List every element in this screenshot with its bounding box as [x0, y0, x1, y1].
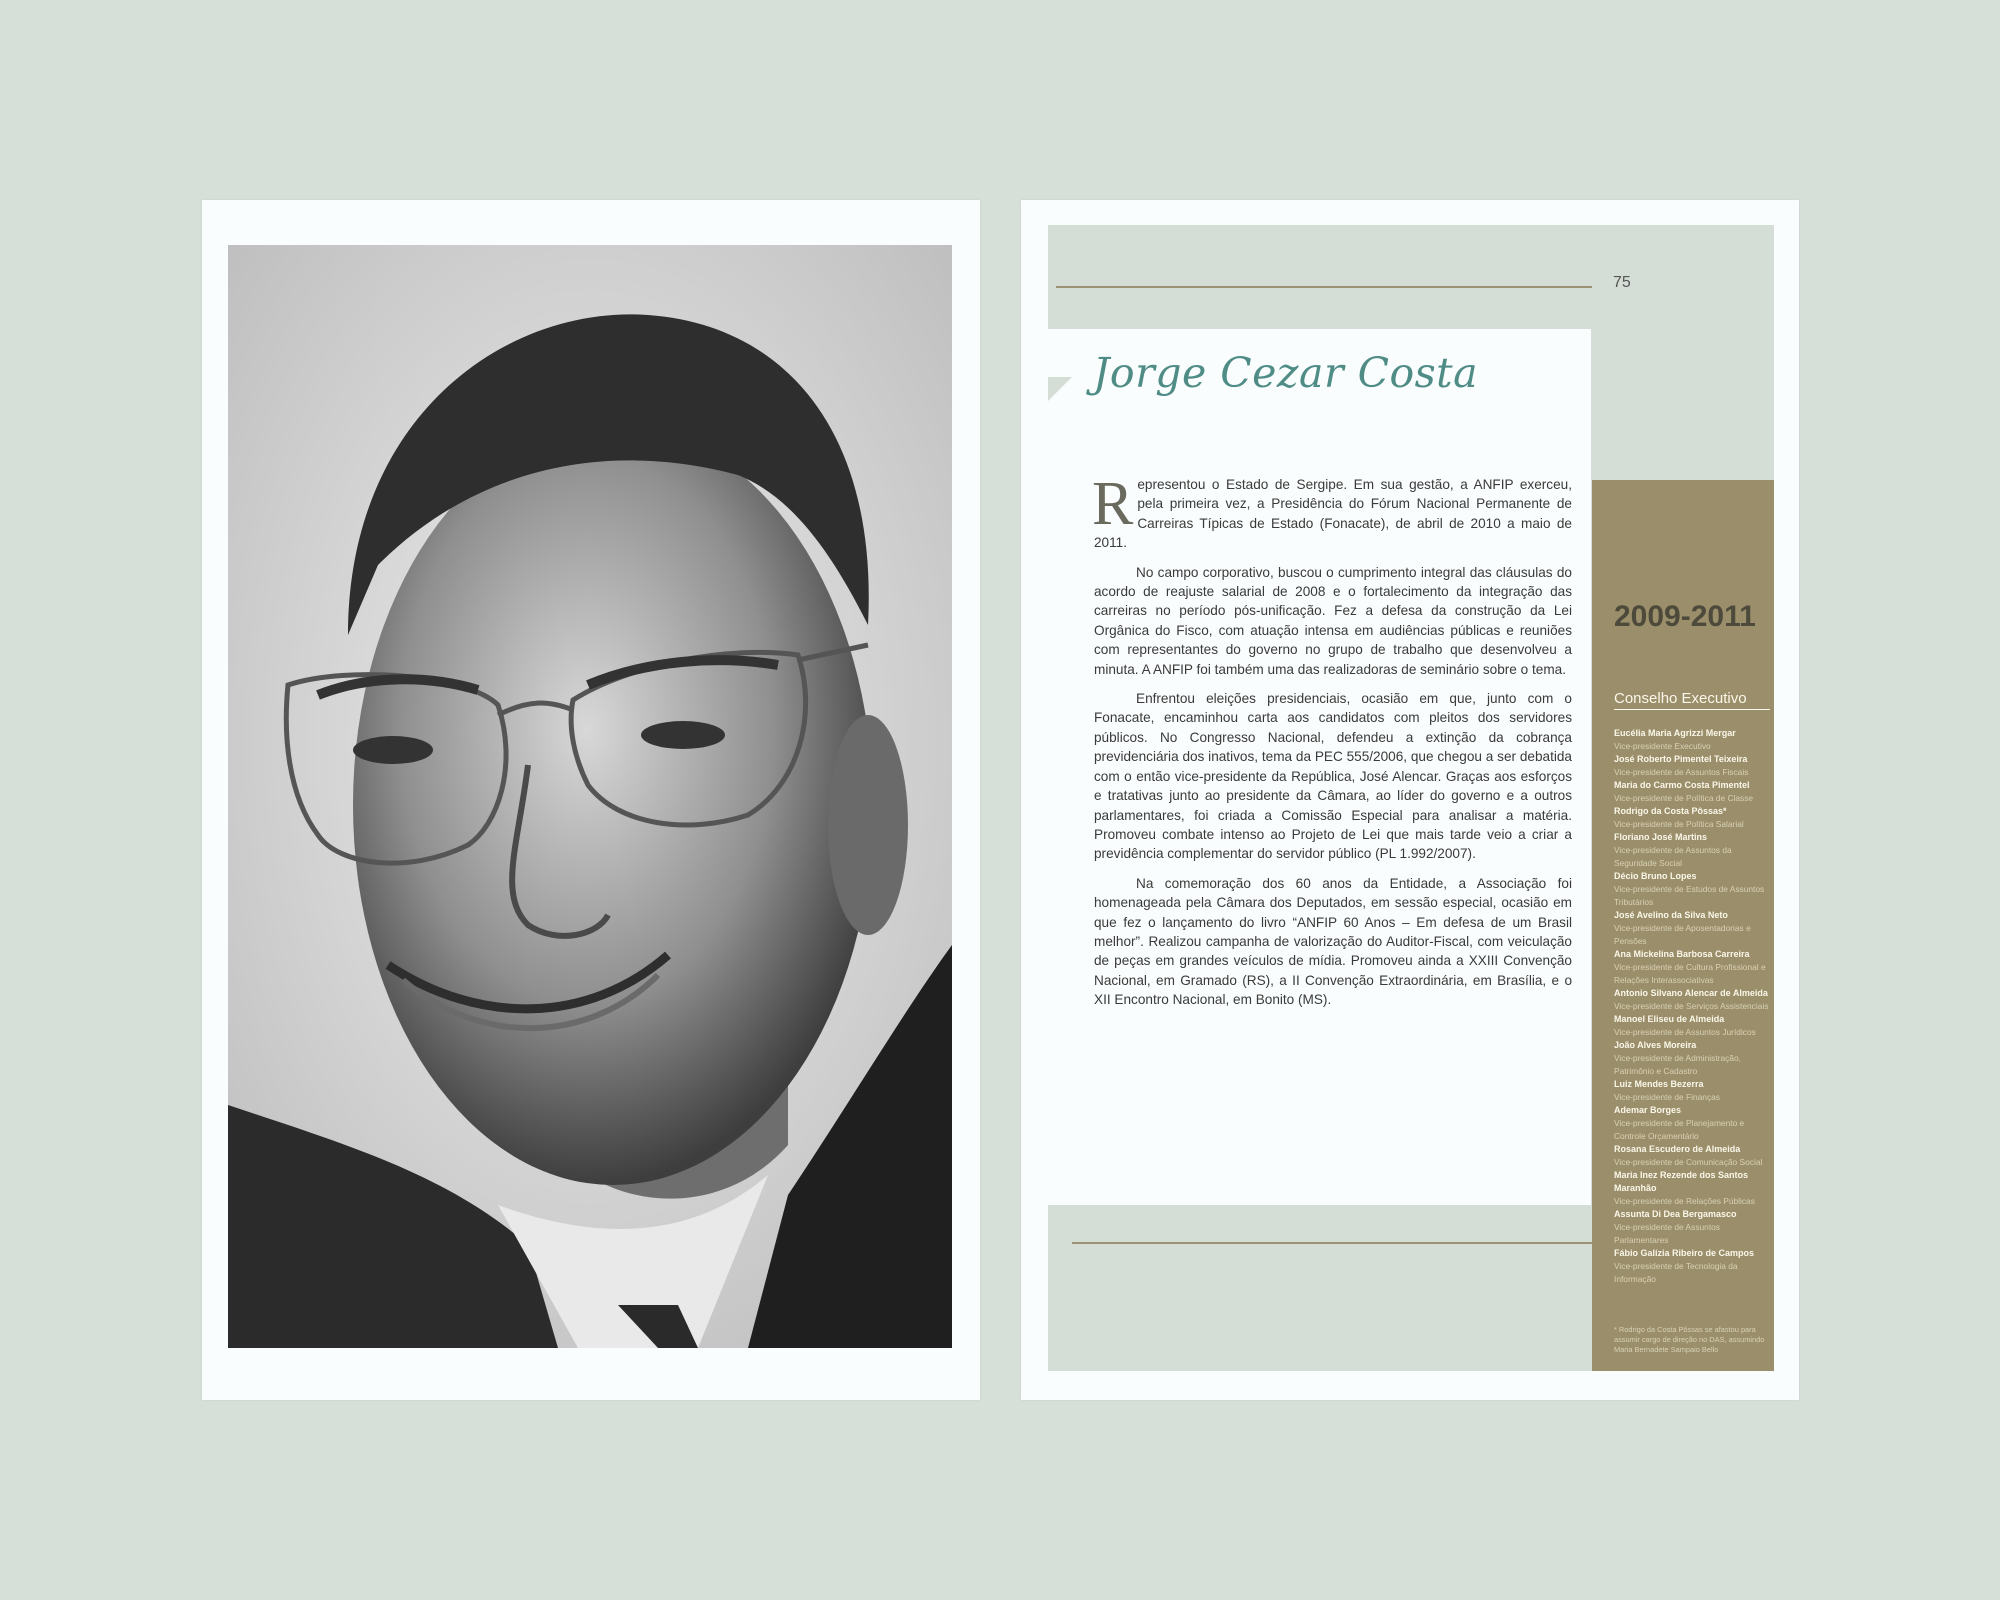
member-name: Maria Inez Rezende dos Santos Maranhão — [1614, 1170, 1749, 1193]
biography-text — [1092, 470, 1572, 1020]
sidebar — [1592, 480, 1774, 1371]
term-period: 2009-2011 — [1614, 600, 1756, 633]
member-name: Floriano José Martins — [1614, 832, 1708, 842]
left-page — [202, 200, 980, 1400]
member-name: Assunta Di Dea Bergamasco — [1614, 1209, 1737, 1219]
member-role: Vice-presidente de Assuntos da Seguridade Social — [1614, 845, 1732, 868]
member-role: Vice-presidente Executivo — [1614, 741, 1711, 751]
page-number: 75 — [1613, 274, 1631, 291]
member-role: Vice-presidente de Finanças — [1614, 1092, 1720, 1102]
member-name: Ademar Borges — [1614, 1105, 1682, 1115]
member-name: Ana Mickelina Barbosa Carreira — [1614, 949, 1750, 959]
member-name: José Roberto Pimentel Teixeira — [1614, 754, 1748, 764]
right-page — [1021, 200, 1799, 1400]
council-heading: Conselho Executivo — [1614, 690, 1770, 710]
member-role: Vice-presidente de Planejamento e Controle Orçamentário — [1614, 1118, 1745, 1141]
member-name: Maria do Carmo Costa Pimentel — [1614, 780, 1750, 790]
page-title: Jorge Cezar Costa — [1093, 349, 1479, 397]
member-name: José Avelino da Silva Neto — [1614, 910, 1728, 920]
member-list — [1614, 727, 1774, 1286]
member-name: Antonio Silvano Alencar de Almeida — [1614, 988, 1768, 998]
member-role: Vice-presidente de Assuntos Jurídicos — [1614, 1027, 1756, 1037]
member-name: Manoel Eliseu de Almeida — [1614, 1014, 1725, 1024]
member-role: Vice-presidente de Aposentadorias e Pensões — [1614, 923, 1751, 946]
member-name: João Alves Moreira — [1614, 1040, 1697, 1050]
bio-paragraph-3: Enfrentou eleições presidenciais, ocasião em que, junto com o Fonacate, encaminhou carta aos candidatos com pleitos dos servidores públicos. No Congresso Nacional, defendeu a extinção da cobrança previdenciária dos inativos, tema da PEC 555/2006, que chegou a ser debatida com o então vice-presidente da República, José Alencar. Graças aos esforços e tratativas junto ao presidente da Câmara, ao líder do governo e a outros parlamentares, foi criada a Comissão Especial para analisar a matéria. Promoveu combate intenso ao Projeto de Lei que mais tarde veio a criar a previdência complementar do servidor público (PL 1.992/2007). — [1094, 691, 1572, 862]
drop-cap: R — [1092, 470, 1134, 538]
member-role: Vice-presidente de Assuntos Parlamentares — [1614, 1222, 1720, 1245]
member-role: Vice-presidente de Assuntos Fiscais — [1614, 767, 1749, 777]
top-rule — [1056, 286, 1592, 288]
member-name: Fábio Galízia Ribeiro de Campos — [1614, 1248, 1755, 1258]
bio-paragraph-2: No campo corporativo, buscou o cumprimento integral das cláusulas do acordo de reajuste salarial de 2008 e o fortalecimento da integração das carreiras no período pós-unificação. Fez a defesa da construção da Lei Orgânica do Fisco, com atuação intensa em audiências públicas e reuniões com representantes do governo no grupo de trabalho que desenvolveu a minuta. A ANFIP foi também uma das realizadoras de seminário sobre o tema. — [1094, 564, 1572, 677]
bio-paragraph-1 — [1092, 470, 1572, 553]
member-name: Rosana Escudero de Almeida — [1614, 1144, 1741, 1154]
bio-paragraph-1-text: epresentou o Estado de Sergipe. Em sua gestão, a ANFIP exerceu, pela primeira vez, a Presidência do Fórum Nacional Permanente de Carreiras Típicas de Estado (Fonacate), de abril de 2010 a maio de 2011. — [1094, 477, 1572, 551]
member-role: Vice-presidente de Estudos de Assuntos Tributários — [1614, 884, 1765, 907]
member-role: Vice-presidente de Serviços Assistenciais — [1614, 1001, 1769, 1011]
member-name: Décio Bruno Lopes — [1614, 871, 1697, 881]
footnote: * Rodrigo da Costa Pôssas se afastou para assumir cargo de direção no DAS, assumindo Maria Bernadete Sampaio Bello — [1614, 1325, 1765, 1354]
panel-notch — [1048, 377, 1072, 401]
bottom-rule — [1072, 1242, 1592, 1244]
portrait-image — [228, 245, 952, 1348]
member-name: Luiz Mendes Bezerra — [1614, 1079, 1704, 1089]
member-role: Vice-presidente de Administração, Patrimônio e Cadastro — [1614, 1053, 1741, 1076]
member-role: Vice-presidente de Política de Classe — [1614, 793, 1754, 803]
member-role: Vice-presidente de Comunicação Social — [1614, 1157, 1763, 1167]
portrait-drawing — [228, 245, 952, 1348]
member-name: Eucélia Maria Agrizzi Mergar — [1614, 728, 1736, 738]
page-frame — [1048, 225, 1774, 1371]
member-role: Vice-presidente de Política Salarial — [1614, 819, 1744, 829]
member-role: Vice-presidente de Cultura Profissional e Relações Interassociativas — [1614, 962, 1766, 985]
member-role: Vice-presidente de Relações Públicas — [1614, 1196, 1755, 1206]
member-name: Rodrigo da Costa Pôssas* — [1614, 806, 1727, 816]
member-role: Vice-presidente de Tecnologia da Informação — [1614, 1261, 1738, 1284]
bio-paragraph-4: Na comemoração dos 60 anos da Entidade, a Associação foi homenageada pela Câmara dos Deputados, em sessão especial, ocasião em que fez o lançamento do livro “ANFIP 60 Anos – Em defesa de um Brasil melhor”. Realizou campanha de valorização do Auditor-Fiscal, com veiculação de peças em grandes veículos de mídia. Promoveu ainda a XXIII Convenção Nacional, em Gramado (RS), a II Convenção Extraordinária, em Brasília, e o XII Encontro Nacional, em Bonito (MS). — [1094, 875, 1572, 1008]
